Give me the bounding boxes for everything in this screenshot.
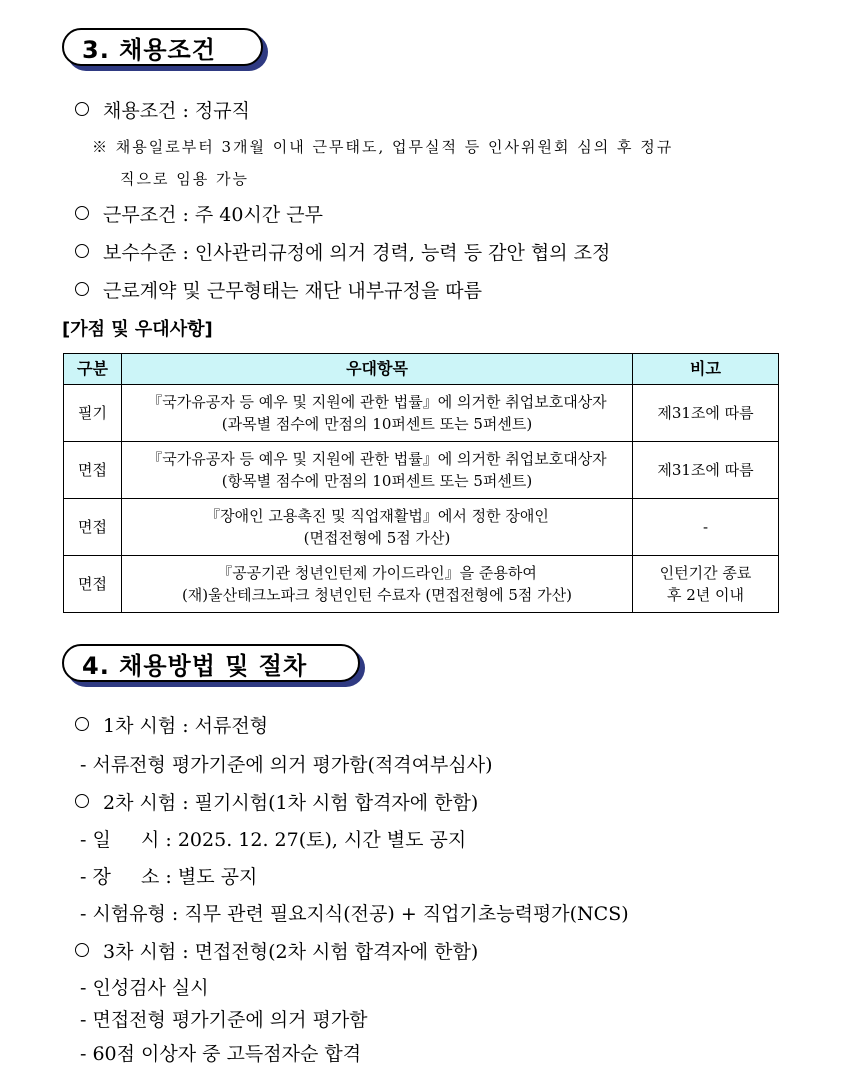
header-item: 우대항목 xyxy=(122,354,633,385)
section-3-title-box xyxy=(62,28,263,66)
step-2-place: - 장 소 : 별도 공지 xyxy=(80,866,258,888)
table-row xyxy=(64,556,779,613)
row-item: 『국가유공자 등 예우 및 지원에 관한 법률』에 의거한 취업보호대상자 (항목별 점수에 만점의 10퍼센트 또는 5퍼센트) xyxy=(122,442,633,499)
condition-pay: 보수수준 : 인사관리규정에 의거 경력, 능력 등 감안 협의 조정 xyxy=(75,238,610,265)
preference-table xyxy=(63,353,779,613)
note-line-1: ※ 채용일로부터 3개월 이내 근무태도, 업무실적 등 인사위원회 심의 후 정규 xyxy=(92,138,674,156)
table-row xyxy=(64,499,779,556)
table-row xyxy=(64,385,779,442)
row-item: 『장애인 고용촉진 및 직업재활법』에서 정한 장애인 (면접전형에 5점 가산) xyxy=(122,499,633,556)
row-note: 제31조에 따름 xyxy=(633,442,779,499)
circle-bullet-icon xyxy=(75,244,89,258)
table-row xyxy=(64,442,779,499)
row-type: 면접 xyxy=(64,556,122,613)
condition-employment: 채용조건 : 정규직 xyxy=(75,96,250,123)
circle-bullet-icon xyxy=(75,717,89,731)
step-3-detail-2: - 면접전형 평가기준에 의거 평가함 xyxy=(80,1009,368,1031)
section-4-title-box xyxy=(62,644,360,682)
note-line-2: 직으로 임용 가능 xyxy=(120,170,249,188)
header-note: 비고 xyxy=(633,354,779,385)
step-2-date: - 일 시 : 2025. 12. 27(토), 시간 별도 공지 xyxy=(80,829,467,851)
row-note: - xyxy=(633,499,779,556)
row-type: 면접 xyxy=(64,442,122,499)
step-1-detail: - 서류전형 평가기준에 의거 평가함(적격여부심사) xyxy=(80,754,493,776)
circle-bullet-icon xyxy=(75,206,89,220)
row-item: 『공공기관 청년인턴제 가이드라인』을 준용하여 (재)울산테크노파크 청년인턴 수료자 (면접전형에 5점 가산) xyxy=(122,556,633,613)
row-note: 제31조에 따름 xyxy=(633,385,779,442)
row-note: 인턴기간 종료 후 2년 이내 xyxy=(633,556,779,613)
row-type: 면접 xyxy=(64,499,122,556)
header-type: 구분 xyxy=(64,354,122,385)
circle-bullet-icon xyxy=(75,943,89,957)
step-3: 3차 시험 : 면접전형(2차 시험 합격자에 한함) xyxy=(75,937,478,964)
step-1: 1차 시험 : 서류전형 xyxy=(75,711,268,738)
circle-bullet-icon xyxy=(75,282,89,296)
circle-bullet-icon xyxy=(75,102,89,116)
circle-bullet-icon xyxy=(75,794,89,808)
preference-title: [가점 및 우대사항] xyxy=(62,319,213,340)
step-2-type: - 시험유형 : 직무 관련 필요지식(전공) + 직업기초능력평가(NCS) xyxy=(80,903,629,925)
row-type: 필기 xyxy=(64,385,122,442)
table-header-row xyxy=(64,354,779,385)
step-3-detail-1: - 인성검사 실시 xyxy=(80,977,209,999)
section-4-title: 4. 채용방법 및 절차 xyxy=(82,651,308,680)
step-2: 2차 시험 : 필기시험(1차 시험 합격자에 한함) xyxy=(75,788,478,815)
condition-contract: 근로계약 및 근무형태는 재단 내부규정을 따름 xyxy=(75,276,482,303)
row-item: 『국가유공자 등 예우 및 지원에 관한 법률』에 의거한 취업보호대상자 (과목별 점수에 만점의 10퍼센트 또는 5퍼센트) xyxy=(122,385,633,442)
condition-work: 근무조건 : 주 40시간 근무 xyxy=(75,200,323,227)
section-3-title: 3. 채용조건 xyxy=(82,35,216,64)
step-3-detail-3: - 60점 이상자 중 고득점자순 합격 xyxy=(80,1043,362,1065)
